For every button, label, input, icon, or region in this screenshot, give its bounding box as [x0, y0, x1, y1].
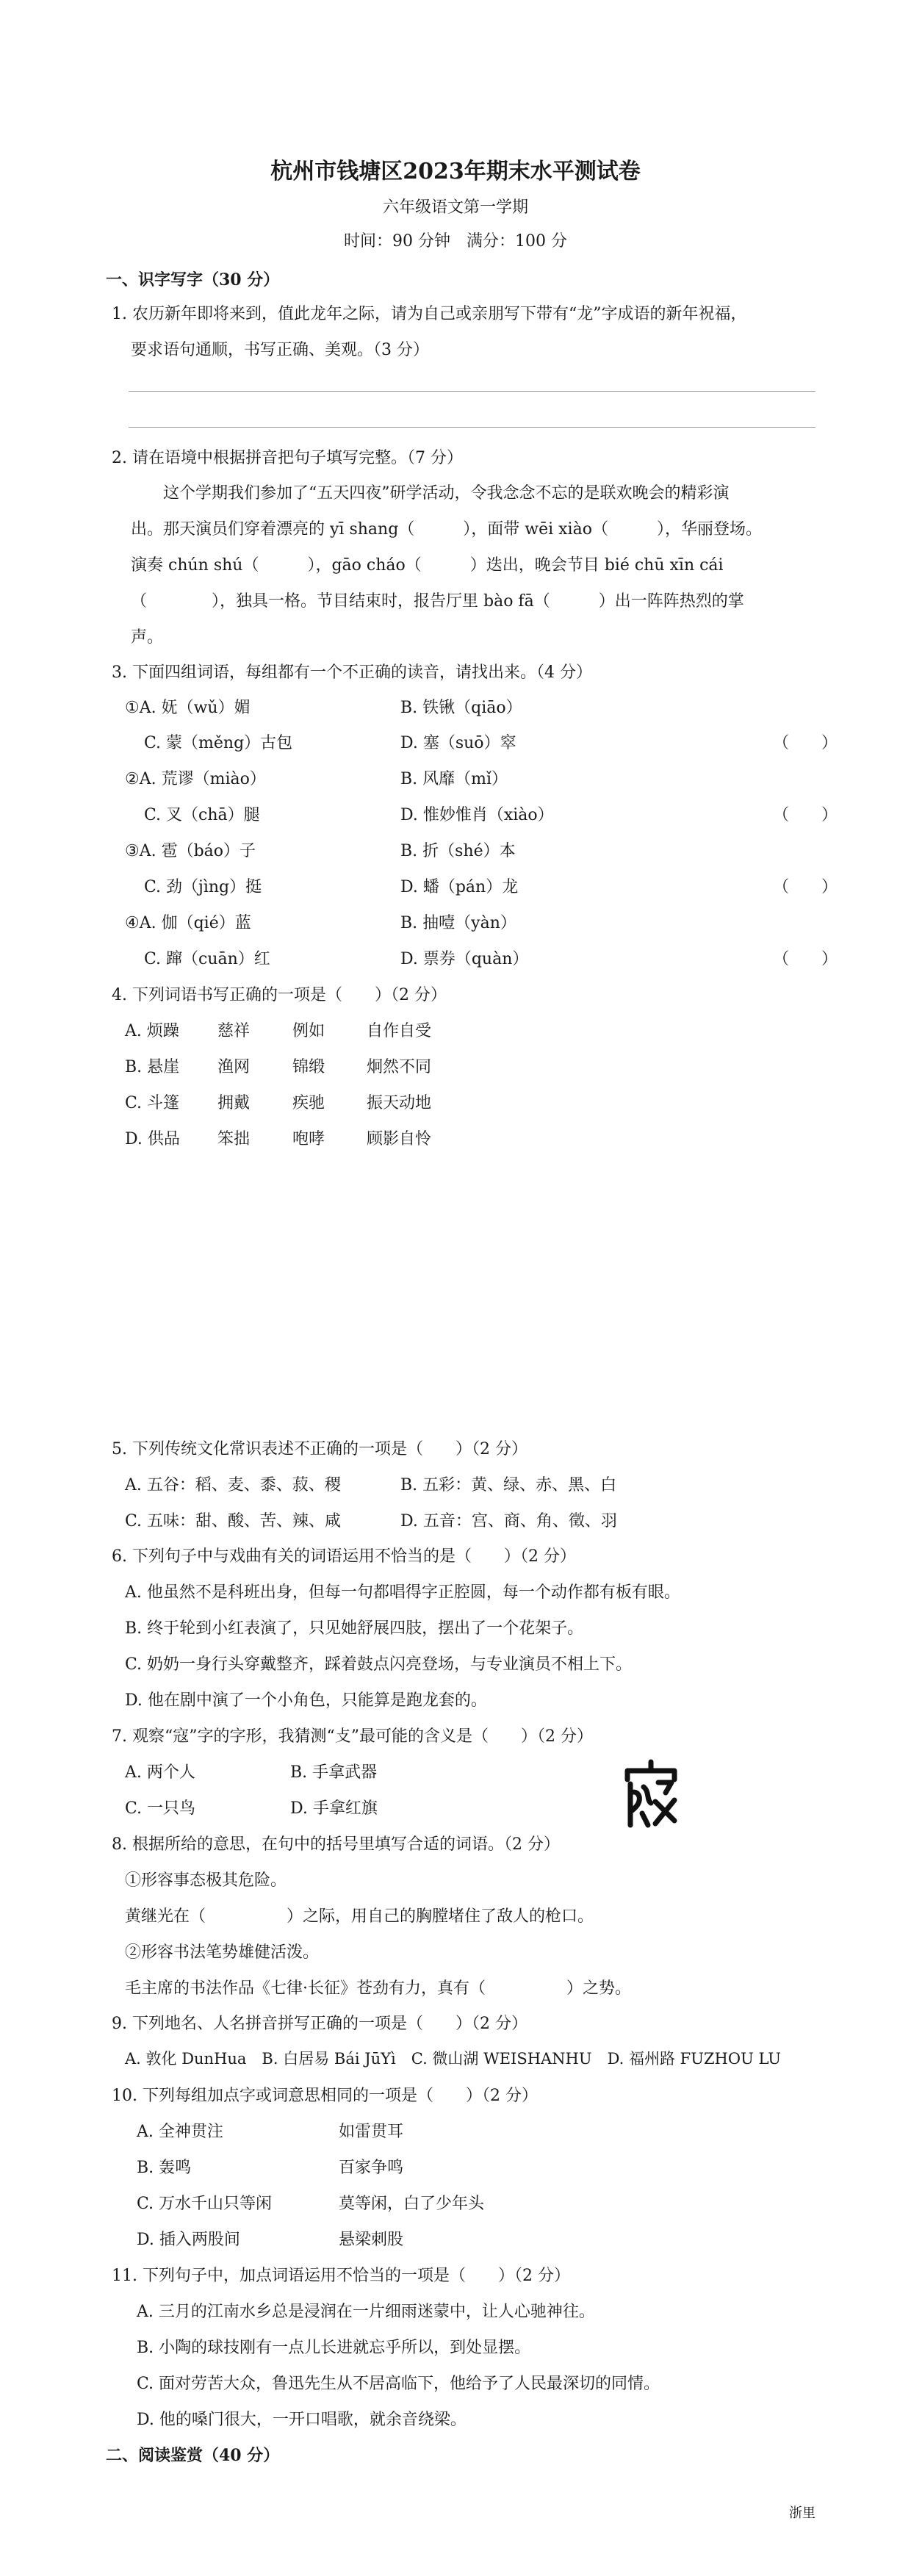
q10-d-2: 悬梁刺股	[339, 2231, 404, 2249]
q9-options: A. 敦化 DunHua B. 白居易 Bái JūYì C. 微山湖 WEISHANHU D. 福州路 FUZHOU LU	[125, 2050, 781, 2068]
q3-g2-a: ②A. 荒谬（miào）	[125, 770, 266, 788]
q4-c-2: 拥戴	[217, 1094, 251, 1112]
q10-d-1: D. 插入两股间	[137, 2231, 240, 2249]
q3-g3-c: C. 劲（jìng）挺	[144, 878, 262, 896]
answer-line-1[interactable]	[129, 391, 815, 392]
exam-subtitle: 六年级语文第一学期	[382, 198, 528, 217]
q8-meaning-1: ①形容事态极其危险。	[125, 1871, 287, 1890]
q7-d: D. 手拿红旗	[290, 1799, 378, 1818]
q3-g2-answer[interactable]: （ ）	[773, 806, 838, 824]
q4-b-4: 炯然不同	[367, 1058, 432, 1076]
footer-mark: 浙里	[789, 2505, 815, 2521]
q11-c: C. 面对劳苦大众，鲁迅先生从不居高临下，他给予了人民最深切的同情。	[137, 2375, 660, 2393]
q3-g3-d: D. 蟠（pán）龙	[400, 878, 519, 896]
q4-d-3: 咆哮	[292, 1130, 325, 1148]
q7-b: B. 手拿武器	[290, 1763, 378, 1782]
q11-d: D. 他的嗓门很大，一开口唱歌，就余音绕梁。	[137, 2411, 467, 2429]
q6-c: C. 奶奶一身行头穿戴整齐，踩着鼓点闪亮登场，与专业演员不相上下。	[125, 1655, 633, 1674]
q11-b: B. 小陶的球技刚有一点儿长进就忘乎所以，到处显摆。	[137, 2339, 531, 2357]
q7-a: A. 两个人	[125, 1763, 195, 1782]
section-heading-2: 二、阅读鉴赏（40 分）	[106, 2446, 280, 2465]
q4-a-3: 例如	[292, 1022, 325, 1040]
q5-a: A. 五谷：稻、麦、黍、菽、稷	[125, 1476, 341, 1494]
q9-stem: 9. 下列地名、人名拼音拼写正确的一项是（ ）（2 分）	[112, 2015, 527, 2033]
q1-line-2: 要求语句通顺，书写正确、美观。（3 分）	[131, 341, 429, 359]
ancient-kou-glyph-image	[622, 1757, 680, 1831]
q3-g2-b: B. 风靡（mǐ）	[400, 770, 508, 788]
q3-g4-answer[interactable]: （ ）	[773, 950, 838, 968]
q5-d: D. 五音：宫、商、角、徵、羽	[400, 1512, 617, 1530]
q10-a-1: A. 全神贯注	[137, 2123, 223, 2141]
q4-c-1: C. 斗篷	[125, 1094, 180, 1112]
q3-g1-c: C. 蒙（měng）古包	[144, 734, 293, 752]
q10-b-1: B. 轰鸣	[137, 2159, 192, 2177]
q10-c-2: 莫等闲，白了少年头	[339, 2195, 485, 2213]
q2-line-1: 这个学期我们参加了“五天四夜”研学活动，令我念念不忘的是联欢晚会的精彩演	[163, 484, 730, 503]
q4-stem: 4. 下列词语书写正确的一项是（ ）（2 分）	[112, 986, 447, 1004]
q6-a: A. 他虽然不是科班出身，但每一句都唱得字正腔圆，每一个动作都有板有眼。	[125, 1583, 680, 1602]
q11-a: A. 三月的江南水乡总是浸润在一片细雨迷蒙中，让人心驰神往。	[137, 2303, 595, 2321]
q3-g2-d: D. 惟妙惟肖（xiào）	[400, 806, 554, 824]
q4-b-3: 锦缎	[292, 1058, 325, 1076]
q8-stem: 8. 根据所给的意思，在句中的括号里填写合适的词语。（2 分）	[112, 1835, 560, 1854]
q4-a-1: A. 烦躁	[125, 1022, 179, 1040]
q3-g2-c: C. 叉（chā）腿	[144, 806, 260, 824]
q3-g3-a: ③A. 雹（báo）子	[125, 842, 256, 860]
q4-c-4: 振天动地	[367, 1094, 432, 1112]
q11-stem: 11. 下列句子中，加点词语运用不恰当的一项是（ ）（2 分）	[112, 2267, 570, 2285]
q10-c-1: C. 万水千山只等闲	[137, 2195, 273, 2213]
q3-g4-a: ④A. 伽（qié）蓝	[125, 914, 251, 932]
q3-stem: 3. 下面四组词语，每组都有一个不正确的读音，请找出来。（4 分）	[112, 663, 592, 682]
q4-d-1: D. 供品	[125, 1130, 180, 1148]
q10-a-2: 如雷贯耳	[339, 2123, 404, 2141]
section-heading-1: 一、识字写字（30 分）	[106, 270, 280, 289]
q7-stem: 7. 观察“寇”字的字形，我猜测“攴”最可能的含义是（ ）（2 分）	[112, 1727, 593, 1746]
q8-sentence-1: 黄继光在（ ）之际，用自己的胸膛堵住了敌人的枪口。	[125, 1907, 594, 1926]
q4-b-1: B. 悬崖	[125, 1058, 180, 1076]
q3-g4-b: B. 抽噎（yàn）	[400, 914, 516, 932]
q3-g4-c: C. 蹿（cuān）红	[144, 950, 270, 968]
q7-c: C. 一只鸟	[125, 1799, 196, 1818]
q2-line-4: （ ），独具一格。节目结束时，报告厅里 bào fā（ ）出一阵阵热烈的掌	[131, 592, 744, 611]
q3-g1-d: D. 塞（suō）窣	[400, 734, 516, 752]
q3-g3-b: B. 折（shé）本	[400, 842, 516, 860]
q10-b-2: 百家争鸣	[339, 2159, 404, 2177]
q6-d: D. 他在剧中演了一个小角色，只能算是跑龙套的。	[125, 1691, 487, 1710]
q6-stem: 6. 下列句子中与戏曲有关的词语运用不恰当的是（ ）（2 分）	[112, 1547, 576, 1566]
q5-stem: 5. 下列传统文化常识表述不正确的一项是（ ）（2 分）	[112, 1440, 527, 1458]
q1-line-1: 1. 农历新年即将来到，值此龙年之际，请为自己或亲朋写下带有“龙”字成语的新年祝福，	[112, 305, 747, 323]
q3-g1-a: ①A. 妩（wǔ）媚	[125, 699, 251, 717]
q3-g4-d: D. 票券（quàn）	[400, 950, 529, 968]
q4-a-2: 慈祥	[217, 1022, 251, 1040]
q3-g1-answer[interactable]: （ ）	[773, 734, 838, 752]
q4-d-2: 笨拙	[217, 1130, 251, 1148]
ancient-glyph-icon	[622, 1757, 680, 1831]
q2-line-2: 出。那天演员们穿着漂亮的 yī shang（ ），面带 wēi xiào（ ），华丽登场。	[131, 520, 762, 539]
exam-meta: 时间：90 分钟 满分：100 分	[344, 232, 567, 251]
answer-line-2[interactable]	[129, 427, 815, 428]
q2-stem: 2. 请在语境中根据拼音把句子填写完整。（7 分）	[112, 449, 463, 467]
q3-g1-b: B. 铁锹（qiāo）	[400, 699, 522, 717]
q3-g3-answer[interactable]: （ ）	[773, 878, 838, 896]
q6-b: B. 终于轮到小红表演了，只见她舒展四肢，摆出了一个花架子。	[125, 1619, 584, 1638]
q10-stem: 10. 下列每组加点字或词意思相同的一项是（ ）（2 分）	[112, 2087, 538, 2105]
q5-b: B. 五彩：黄、绿、赤、黑、白	[400, 1476, 617, 1494]
q4-c-3: 疾驰	[292, 1094, 325, 1112]
q8-sentence-2: 毛主席的书法作品《七律·长征》苍劲有力，真有（ ）之势。	[125, 1979, 631, 1998]
q4-a-4: 自作自受	[367, 1022, 432, 1040]
q4-b-2: 渔网	[217, 1058, 251, 1076]
exam-title: 杭州市钱塘区2023年期末水平测试卷	[270, 159, 641, 184]
q5-c: C. 五味：甜、酸、苦、辣、咸	[125, 1512, 342, 1530]
q2-line-3: 演奏 chún shú（ ），gāo cháo（ ）迭出，晚会节目 bié chū xīn cái	[131, 556, 724, 575]
q4-d-4: 顾影自怜	[367, 1130, 432, 1148]
q8-meaning-2: ②形容书法笔势雄健活泼。	[125, 1943, 320, 1962]
q2-line-5: 声。	[131, 628, 164, 647]
